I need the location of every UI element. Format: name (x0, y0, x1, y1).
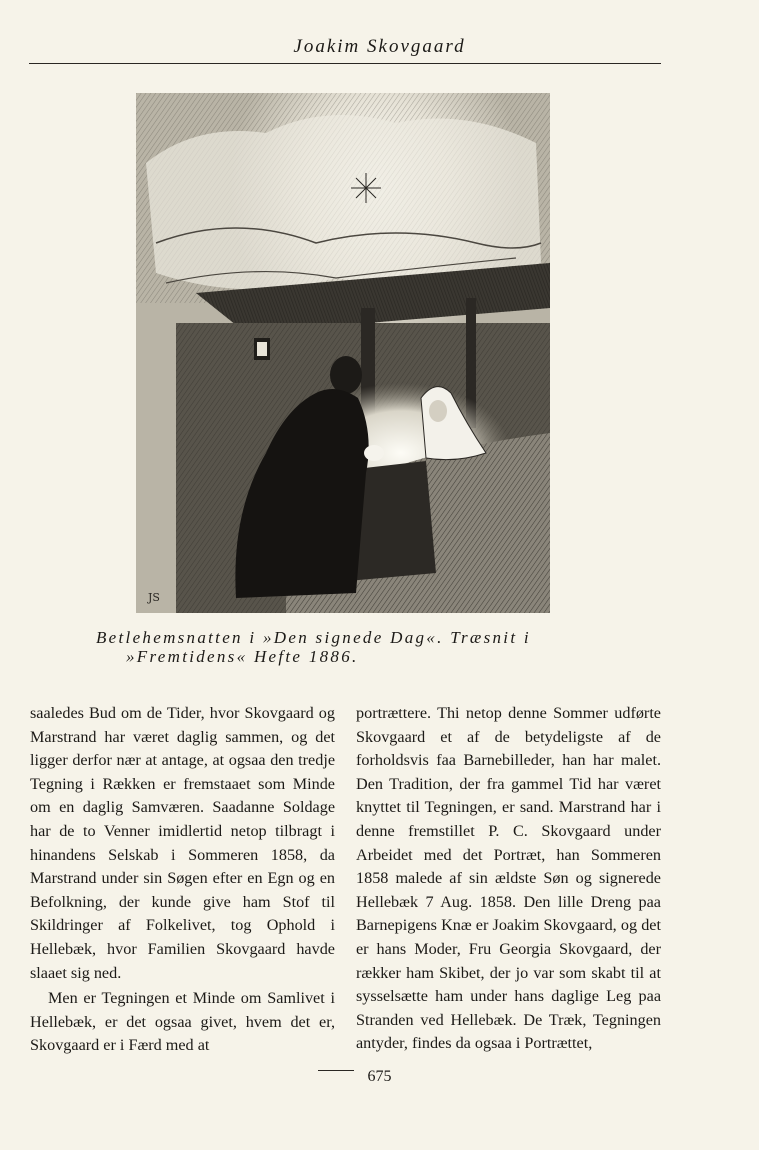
paragraph: portrættere. Thi netop denne Sommer udførte Skovgaard et af de betydeligste af de forholdsvis faa Barnebilleder, han har malet. Den Tradition, der fra gammel Tid har været knyttet til Tegningen, er sand. Marstrand har i denne fremstillet P. C. Skovgaard under Arbeidet med det Portræt, han Sommeren 1858 malede af sin ældste Søn og signerede Hellebæk 7 Aug. 1858. Den lille Dreng paa Barnepigens Knæ er Joakim Skovgaard, og det er hans Moder, Fru Georgia Skovgaard, der rækker ham Skibet, der jo var som skabt til at sysselsætte ham under hans daglige Leg paa Stranden ved Hellebæk. De Træk, Tegningen antyder, findes da ogsaa i Portrættet, (356, 704, 661, 1053)
caption-line-1: Betlehemsnatten i »Den signede Dag«. Træsnit i (96, 628, 531, 647)
figure-caption (96, 628, 636, 666)
paragraph: saaledes Bud om de Tider, hvor Skovgaard og Marstrand har været daglig sammen, og det ligger derfor nær at antage, at ogsaa den tredje Tegning i Rækken er fremstaaet som Minde om en daglig Samværen. Saadanne Soldage har de to Venner imidlertid netop tilbragt i hinandens Selskab i Sommeren 1858, da Marstrand under sin Søgen efter en Egn og en Befolkning, der kunde give ham Stof til Skildringer af Folkelivet, tog Ophold i Hellebæk, hvor Familien Skovgaard havde slaaet sig ned. (30, 704, 335, 982)
text-column-left (30, 702, 335, 1058)
woodcut-illustration (136, 93, 550, 613)
text-column-right (356, 702, 661, 1056)
running-head: Joakim Skovgaard (293, 36, 466, 57)
svg-text:JS: JS (148, 591, 160, 604)
header-rule (29, 63, 661, 64)
caption-line-2: »Fremtidens« Hefte 1886. (126, 647, 359, 666)
page-number: 675 (367, 1068, 392, 1085)
lantern (254, 338, 270, 360)
paragraph: Men er Tegningen et Minde om Samlivet i Hellebæk, er det ogsaa givet, hvem det er, Skovgaard er i Færd med at (30, 989, 335, 1055)
